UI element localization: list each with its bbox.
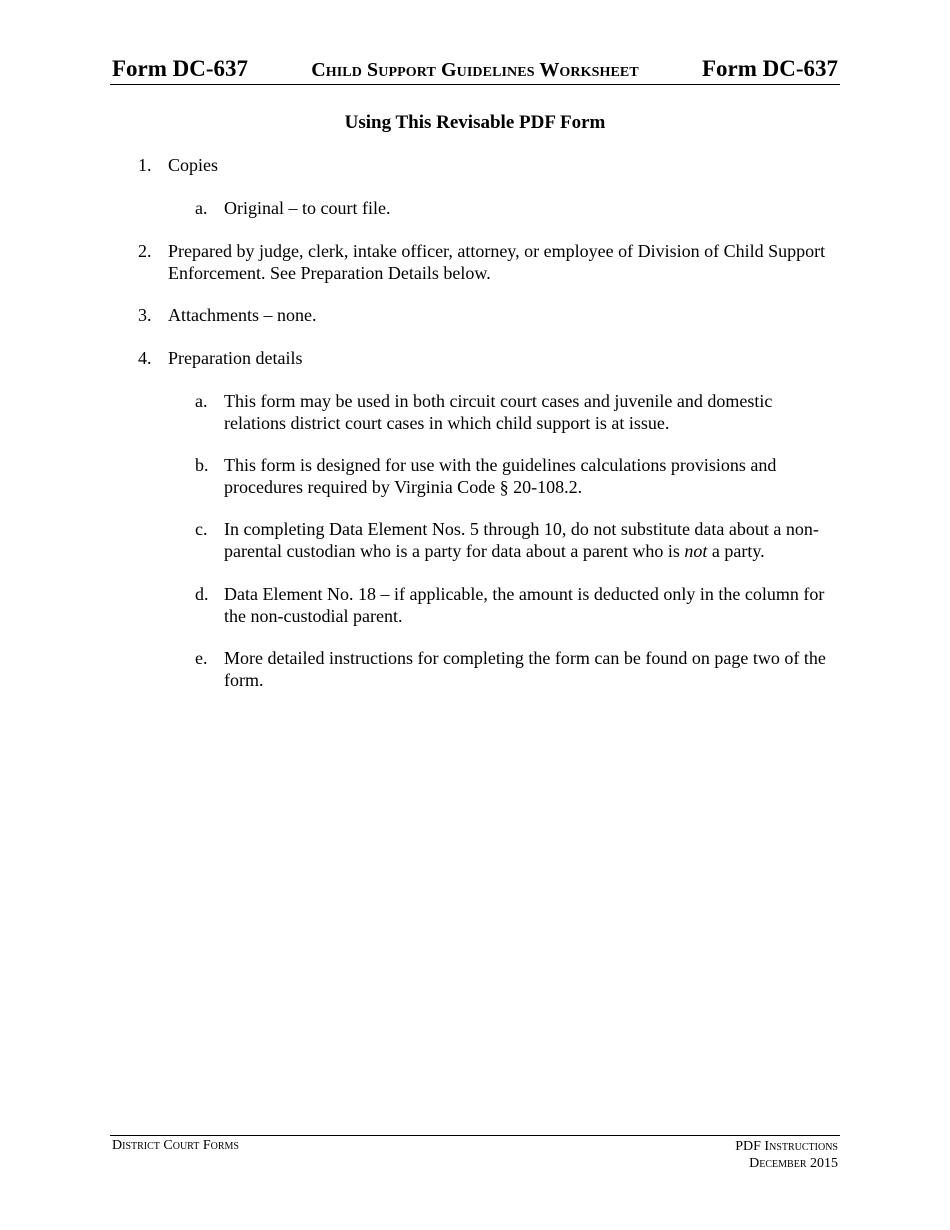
sub-item-text-after: a party. xyxy=(711,540,765,561)
sub-item-letter: e. xyxy=(195,648,208,668)
footer-left-label: District Court Forms xyxy=(112,1138,239,1153)
sub-item-text: Original – to court file. xyxy=(224,198,391,218)
form-title: Child Support Guidelines Worksheet xyxy=(311,59,639,81)
item-number: 3. xyxy=(138,305,152,325)
sub-item-letter: d. xyxy=(195,584,209,604)
sub-item-letter: b. xyxy=(195,455,209,475)
form-number-left: Form DC-637 xyxy=(112,56,249,81)
sub-item-letter: c. xyxy=(195,519,208,539)
page-header xyxy=(110,56,840,85)
sub-item-text: This form is designed for use with the guidelines calculations provisions and procedures required by Virginia Code § 20-108.2. xyxy=(224,455,777,497)
sub-item-text: Data Element No. 18 – if applicable, the amount is deducted only in the column for the non-custodial parent. xyxy=(224,584,825,626)
section-title: Using This Revisable PDF Form xyxy=(344,112,606,133)
item-number: 1. xyxy=(138,155,152,175)
item-text: Prepared by judge, clerk, intake officer, attorney, or employee of Division of Child Support Enforcement. See Preparation Details below. xyxy=(168,241,826,283)
item-number: 2. xyxy=(138,241,152,261)
emphasis-not: not xyxy=(684,540,708,561)
footer-right-line1: PDF Instructions xyxy=(735,1139,838,1154)
item-number: 4. xyxy=(138,348,152,368)
page-footer xyxy=(110,1135,840,1171)
sub-item-text-before: In completing Data Element Nos. 5 through 10, do not substitute data about a non-parental custodian who is a party for data about a parent who is xyxy=(224,519,819,561)
item-text: Preparation details xyxy=(168,348,303,368)
item-text: Copies xyxy=(168,155,219,175)
form-number-right: Form DC-637 xyxy=(701,56,838,81)
sub-item-letter: a. xyxy=(195,198,208,218)
footer-right-block xyxy=(735,1138,838,1172)
item-text: Attachments – none. xyxy=(168,305,317,325)
sub-item-text: More detailed instructions for completing the form can be found on page two of the form. xyxy=(224,648,826,690)
sub-item-text xyxy=(224,519,836,562)
footer-right-line2: December 2015 xyxy=(749,1156,838,1171)
sub-item-letter: a. xyxy=(195,391,208,411)
sub-item-text: This form may be used in both circuit court cases and juvenile and domestic relations district court cases in which child support is at issue. xyxy=(224,391,773,433)
